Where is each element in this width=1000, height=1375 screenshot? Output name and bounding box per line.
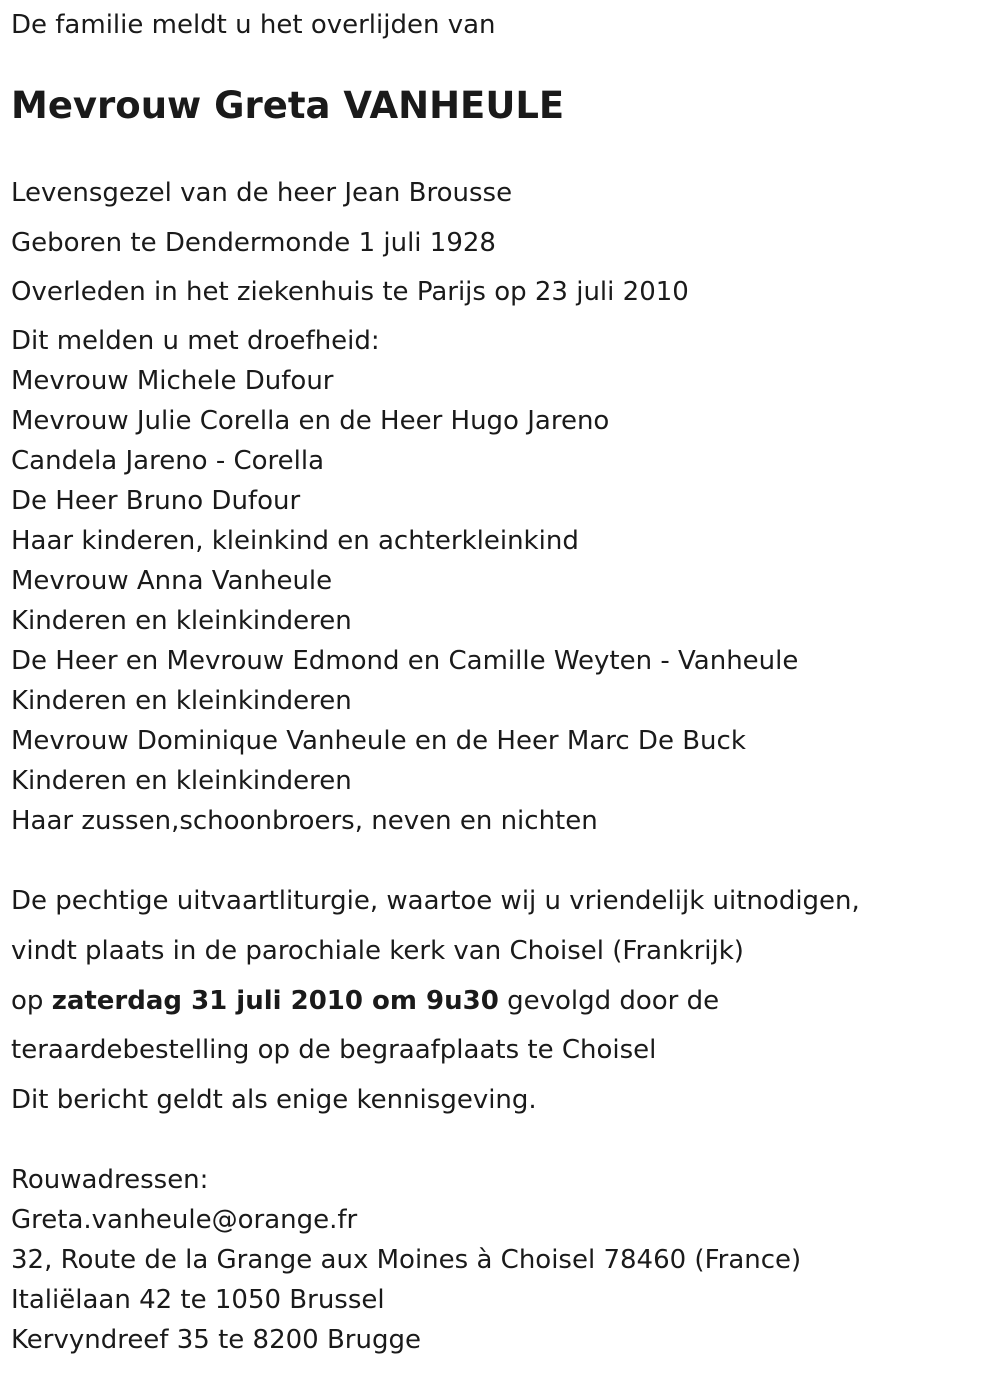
addresses-heading: Rouwadressen: xyxy=(11,1165,209,1195)
mourner-line: Haar zussen,schoonbroers, neven en nichten xyxy=(11,806,598,836)
notice-line: Dit bericht geldt als enige kennisgeving. xyxy=(11,1085,537,1115)
death-line: Overleden in het ziekenhuis te Parijs op 23 juli 2010 xyxy=(11,277,689,307)
ceremony-prefix: op xyxy=(11,986,52,1016)
ceremony-line-4: teraardebestelling op de begraafplaats te Choisel xyxy=(11,1035,657,1065)
email-address: Greta.vanheule@orange.fr xyxy=(11,1205,358,1235)
mourner-line: Kinderen en kleinkinderen xyxy=(11,606,352,636)
mourner-line: Candela Jareno - Corella xyxy=(11,446,325,476)
intro-text: De familie meldt u het overlijden van xyxy=(11,10,496,40)
mourner-line: Mevrouw Julie Corella en de Heer Hugo Jareno xyxy=(11,406,610,436)
mourners-intro: Dit melden u met droefheid: xyxy=(11,326,380,356)
ceremony-date: zaterdag 31 juli 2010 om 9u30 xyxy=(51,986,499,1016)
ceremony-line-1: De pechtige uitvaartliturgie, waartoe wij u vriendelijk uitnodigen, xyxy=(11,886,860,916)
mourner-line: Mevrouw Michele Dufour xyxy=(11,366,334,396)
ceremony-line-3 xyxy=(11,984,719,1018)
mourner-line: Haar kinderen, kleinkind en achterkleinkind xyxy=(11,526,579,556)
address-line: 32, Route de la Grange aux Moines à Choisel 78460 (France) xyxy=(11,1245,802,1275)
mourner-line: Mevrouw Dominique Vanheule en de Heer Marc De Buck xyxy=(11,726,746,756)
mourner-line: Kinderen en kleinkinderen xyxy=(11,686,352,716)
ceremony-suffix: gevolgd door de xyxy=(498,986,720,1016)
mourner-line: Mevrouw Anna Vanheule xyxy=(11,566,333,596)
mourner-line: De Heer en Mevrouw Edmond en Camille Weyten - Vanheule xyxy=(11,646,799,676)
address-line: Kervyndreef 35 te 8200 Brugge xyxy=(11,1325,421,1355)
deceased-name: Mevrouw Greta VANHEULE xyxy=(11,84,565,127)
mourner-line: De Heer Bruno Dufour xyxy=(11,486,301,516)
birth-line: Geboren te Dendermonde 1 juli 1928 xyxy=(11,228,496,258)
mourner-line: Kinderen en kleinkinderen xyxy=(11,766,352,796)
address-line: Italiëlaan 42 te 1050 Brussel xyxy=(11,1285,385,1315)
ceremony-line-2: vindt plaats in de parochiale kerk van Choisel (Frankrijk) xyxy=(11,936,744,966)
partner-line: Levensgezel van de heer Jean Brousse xyxy=(11,178,513,208)
